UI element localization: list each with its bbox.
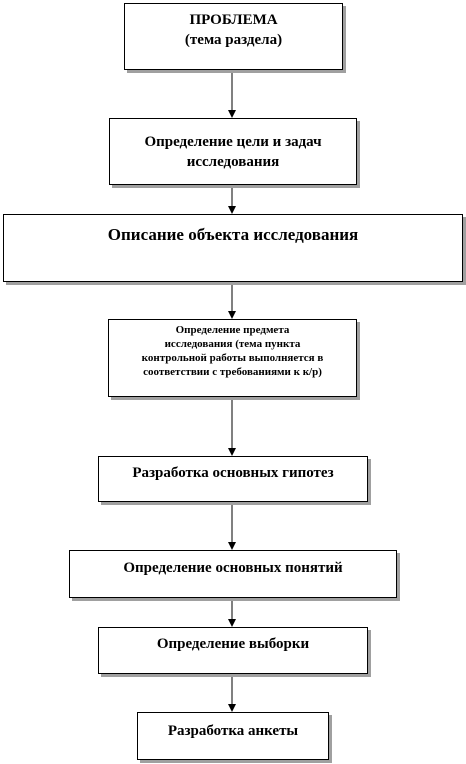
questionnaire-label: Разработка анкеты — [167, 723, 299, 739]
problem-title: ПРОБЛЕМА — [189, 12, 278, 28]
subject-line-1: Определение предмета — [175, 324, 290, 336]
goals-box — [109, 118, 357, 185]
goals-line-1: Определение цели и задач — [144, 134, 322, 150]
subject-line-2: исследования (тема пункта — [164, 338, 301, 350]
subject-line-3: контрольной работы выполняется в — [141, 352, 324, 364]
problem-subtitle: (тема раздела) — [184, 32, 283, 48]
sample-box — [98, 627, 368, 674]
questionnaire-box — [137, 712, 329, 760]
subject-line-4: соответствии с требованиями к к/р) — [143, 366, 322, 378]
subject-box — [108, 319, 357, 397]
object-box — [3, 214, 463, 282]
hypotheses-label: Разработка основных гипотез — [132, 465, 334, 481]
hypotheses-box — [98, 456, 368, 502]
goals-line-2: исследования — [186, 154, 280, 170]
problem-box — [124, 3, 343, 70]
sample-label: Определение выборки — [156, 636, 310, 652]
concepts-label: Определение основных понятий — [123, 560, 343, 576]
object-label: Описание объекта исследования — [107, 225, 359, 244]
concepts-box — [69, 550, 397, 598]
